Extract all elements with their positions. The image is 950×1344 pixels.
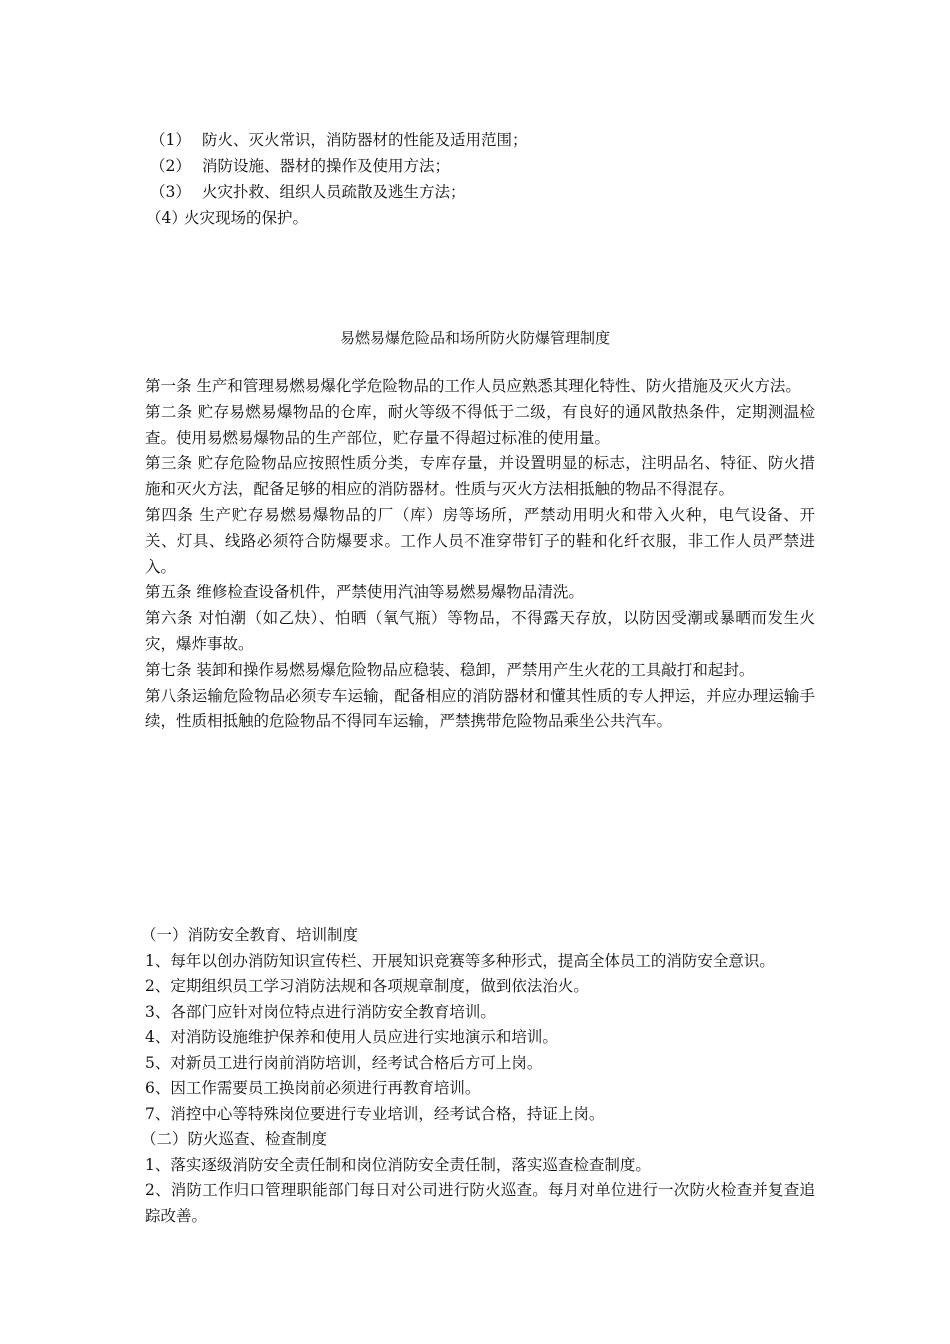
- section-heading: （二）防火巡查、检查制度: [141, 1130, 328, 1148]
- list-item-text: 火灾现场的保护。: [184, 209, 309, 227]
- section-item: 3、各部门应针对岗位特点进行消防安全教育培训。: [145, 1002, 496, 1021]
- list-item: [146, 205, 830, 231]
- list-item-text: 消防设施、器材的操作及使用方法；: [202, 157, 451, 175]
- article-paragraph: 第二条 贮存易燃易爆物品的仓库，耐火等级不得低于二级，有良好的通风散热条件，定期测温检查。使用易燃易爆物品的生产部位，贮存量不得超过标准的使用量。: [145, 402, 815, 447]
- list-item-number: （3）: [150, 183, 191, 201]
- list-item: [150, 127, 830, 153]
- list-item-number: （4）: [146, 209, 187, 227]
- article-paragraph: 第五条 维修检查设备机件，严禁使用汽油等易燃易爆物品清洗。: [145, 583, 584, 602]
- list-item-number: （1）: [150, 131, 191, 149]
- section-item: 2、定期组织员工学习消防法规和各项规章制度，做到依法治火。: [145, 977, 589, 995]
- article-paragraph: 第四条 生产贮存易燃易爆物品的厂（库）房等场所，严禁动用明火和带入火种，电气设备、开关、灯具、线路必须符合防爆要求。工作人员不准穿带钉子的鞋和化纤衣服，非工作人员严禁进入。: [145, 505, 815, 576]
- section-item: 4、对消防设施维护保养和使用人员应进行实地演示和培训。: [145, 1028, 558, 1046]
- section-item: 1、落实逐级消防安全责任制和岗位消防安全责任制，落实巡查检查制度。: [145, 1155, 651, 1174]
- document-title: 易燃易爆危险品和场所防火防爆管理制度: [339, 329, 610, 347]
- list-item-text: 火灾扑救、组织人员疏散及逃生方法；: [202, 183, 466, 201]
- article-paragraph: 第一条 生产和管理易燃易爆化学危险物品的工作人员应熟悉其理化特性、防火措施及灭火方法。: [145, 377, 801, 395]
- section-item: 5、对新员工进行岗前消防培训，经考试合格后方可上岗。: [145, 1053, 543, 1072]
- article-paragraph: 第八条运输危险物品必须专车运输，配备相应的消防器材和懂其性质的专人押运，并应办理运输手续，性质相抵触的危险物品不得同车运输，严禁携带危险物品乘坐公共汽车。: [145, 686, 815, 731]
- articles-body: [145, 374, 815, 735]
- article-paragraph: 第七条 装卸和操作易燃易爆危险物品应稳装、稳卸，严禁用产生火花的工具敲打和起封。: [145, 660, 755, 679]
- list-item: [150, 153, 830, 179]
- section-item: 7、消控中心等特殊岗位要进行专业培训，经考试合格，持证上岗。: [145, 1104, 605, 1123]
- section-item: 6、因工作需要员工换岗前必须进行再教育培训。: [145, 1079, 481, 1097]
- list-item: [150, 179, 830, 205]
- section-item: 2、消防工作归口管理职能部门每日对公司进行防火巡查。每月对单位进行一次防火检查并复查追踪改善。: [145, 1181, 815, 1225]
- section-heading: （一）消防安全教育、培训制度: [141, 926, 359, 944]
- list-item-number: （2）: [150, 157, 191, 175]
- training-content-list: [146, 127, 830, 231]
- regulations-section: [141, 923, 815, 1229]
- article-paragraph: 第三条 贮存危险物品应按照性质分类，专库存量，并设置明显的标志，注明品名、特征、防火措施和灭火方法，配备足够的相应的消防器材。性质与灭火方法相抵触的物品不得混存。: [145, 454, 815, 499]
- article-paragraph: 第六条 对怕潮（如乙炔）、怕晒（氧气瓶）等物品，不得露天存放，以防因受潮或暴晒而发生火灾，爆炸事故。: [145, 609, 815, 653]
- list-item-text: 防火、灭火常识，消防器材的性能及适用范围；: [202, 131, 528, 149]
- section-item: 1、每年以创办消防知识宣传栏、开展知识竞赛等多种形式，提高全体员工的消防安全意识。: [145, 951, 775, 970]
